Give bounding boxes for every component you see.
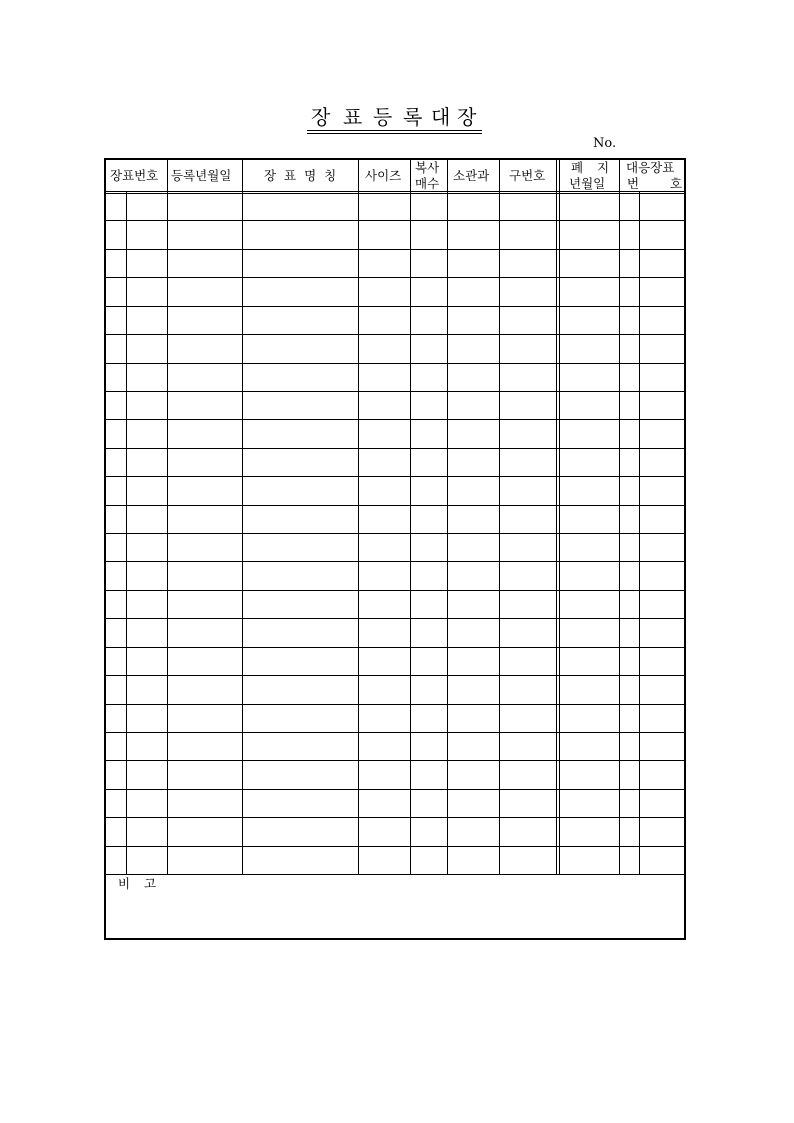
header-form-number: 장표번호 — [110, 168, 159, 183]
header-form-name: 장 표 명 칭 — [264, 168, 337, 183]
header-disposal-date: 지 — [597, 160, 610, 175]
header-copies: 복사 — [415, 160, 440, 175]
header-disposal-date: 년월일 — [569, 176, 606, 191]
header-copies: 매수 — [415, 176, 440, 191]
title-char: 등 — [373, 105, 393, 129]
header-department: 소관과 — [453, 168, 490, 183]
title-char: 장 — [311, 105, 331, 129]
header-counterpart-number: 번 — [627, 176, 640, 191]
document-number-label: No. — [593, 136, 617, 151]
title-char: 대 — [431, 105, 451, 129]
header-disposal-date: 폐 — [571, 160, 584, 175]
header-counterpart-number: 대응장표 — [626, 160, 675, 175]
title-char: 록 — [403, 105, 423, 129]
header-size: 사이즈 — [365, 168, 402, 183]
header-old-number: 구번호 — [509, 168, 546, 183]
title-char: 표 — [343, 105, 363, 129]
remarks-label: 비 고 — [118, 876, 157, 891]
header-registration-date: 등록년월일 — [171, 168, 232, 183]
title-char: 장 — [457, 105, 477, 129]
header-counterpart-number: 호 — [670, 176, 683, 191]
